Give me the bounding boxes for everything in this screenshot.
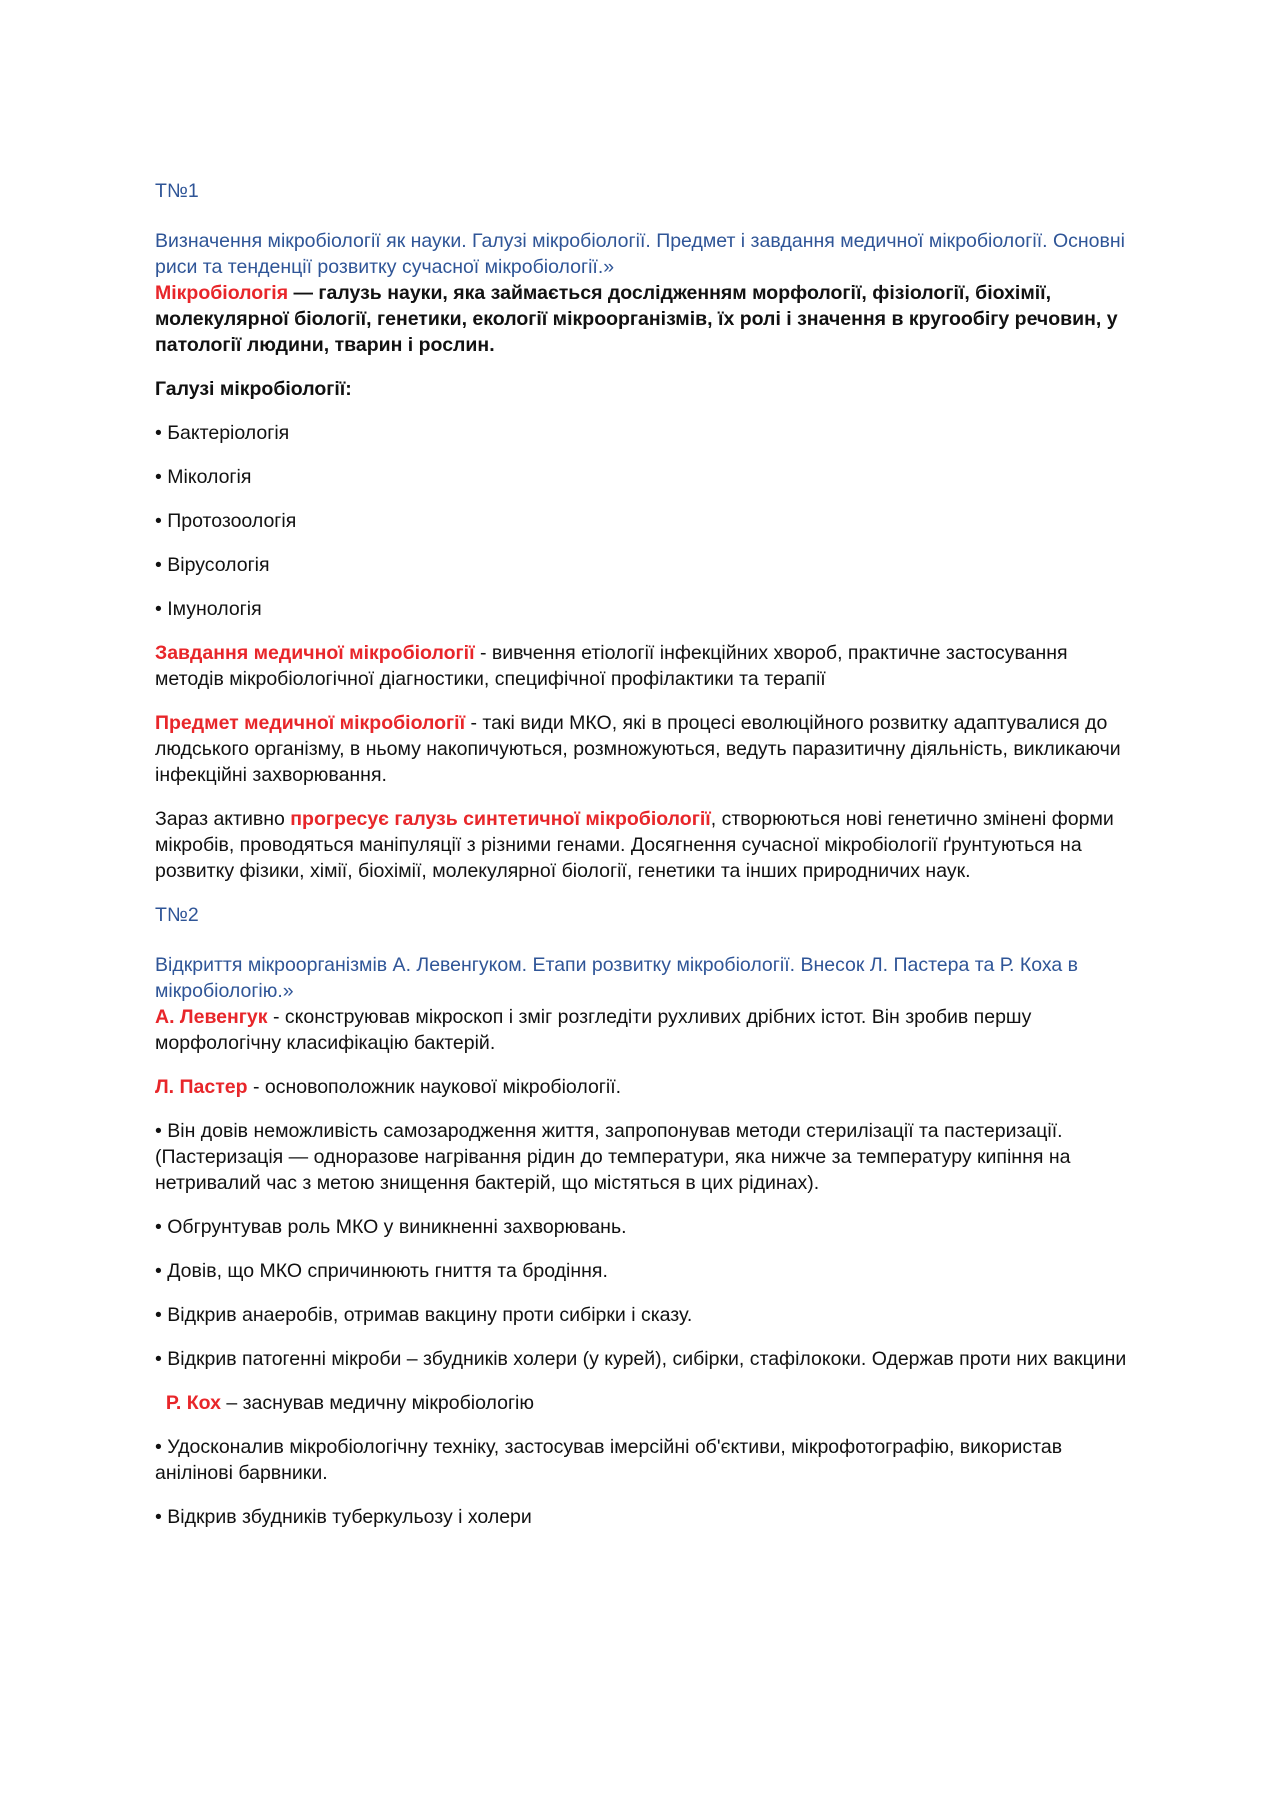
- microbiology-definition-text: — галузь науки, яка займається дослідженням морфології, фізіології, біохімії, молекулярної біології, генетики, екології мікроорганізмів, їх ролі і значення в кругообігу речовин, у патології людини, тварин і рослин.: [155, 282, 1118, 356]
- list-item: • Відкрив збудників туберкульозу і холери: [155, 1506, 532, 1528]
- section2-label: Т№2: [155, 904, 199, 926]
- list-item: • Вірусологія: [155, 554, 270, 576]
- list-item: • Відкрив патогенні мікроби – збудників холери (у курей), сибірки, стафілококи. Одержав проти них вакцини: [155, 1348, 1127, 1370]
- subject-text: - такі види МКО, які в процесі еволюційного розвитку адаптувалися до людського організму, в ньому накопичуються, розмножуються, ведуть паразитичну діяльність, викликаючи інфекційні захворювання.: [155, 712, 1121, 786]
- section1-title: Визначення мікробіології як науки. Галузі мікробіології. Предмет і завдання медичної мікробіології. Основні риси та тенденції розвитку сучасної мікробіології.»: [155, 230, 1125, 278]
- progress-term: прогресує галузь синтетичної мікробіології: [290, 808, 711, 830]
- branches-heading: Галузі мікробіології:: [155, 378, 352, 400]
- koch-text: – заснував медичну мікробіологію: [220, 1392, 535, 1414]
- koch-term: Р. Кох: [165, 1392, 221, 1414]
- progress-pre: Зараз активно: [155, 808, 291, 830]
- leeuwenhoek-text: - сконструював мікроскоп і зміг розгледіти рухливих дрібних істот. Він зробив першу морфологічну класифікацію бактерій.: [155, 1006, 1032, 1054]
- list-item: • Довів, що МКО спричинюють гниття та бродіння.: [155, 1260, 608, 1282]
- section2-title: Відкриття мікроорганізмів А. Левенгуком. Етапи розвитку мікробіології. Внесок Л. Пастера та Р. Коха в мікробіологію.»: [155, 954, 1079, 1002]
- pasteur-text: - основоположник наукової мікробіології.: [247, 1076, 622, 1098]
- list-item: • Імунологія: [155, 598, 262, 620]
- pasteur-term: Л. Пастер: [155, 1076, 248, 1098]
- list-item: • Обгрунтував роль МКО у виникненні захворювань.: [155, 1216, 627, 1238]
- list-item: • Він довів неможливість самозародження життя, запропонував методи стерилізації та пастеризації. (Пастеризація — одноразове нагрівання рідин до температури, яка нижче за температуру кипіння на нетривалий час з метою знищення бактерій, що містяться в цих рідинах).: [155, 1120, 1071, 1194]
- tasks-paragraph: [155, 640, 1135, 692]
- list-item: • Удосконалив мікробіологічну техніку, застосував імерсійні об'єктиви, мікрофотографію, використав анілінові барвники.: [155, 1436, 1063, 1484]
- subject-paragraph: [155, 710, 1135, 788]
- leeuwenhoek-term: А. Левенгук: [155, 1006, 268, 1028]
- tasks-text: - вивчення етіології інфекційних хвороб, практичне застосування методів мікробіологічної діагностики, специфічної профілактики та терапії: [155, 642, 1068, 690]
- microbiology-term: Мікробіологія: [155, 282, 289, 304]
- section1-label: Т№1: [155, 180, 199, 202]
- koch-paragraph: [155, 1390, 1135, 1416]
- microbiology-definition: [155, 280, 1135, 358]
- leeuwenhoek-paragraph: [155, 1004, 1135, 1056]
- tasks-term: Завдання медичної мікробіології: [155, 642, 475, 664]
- list-item: • Бактеріологія: [155, 422, 290, 444]
- pasteur-paragraph: [155, 1074, 1135, 1100]
- koch-pre: [155, 1392, 166, 1414]
- progress-text: , створюються нові генетично змінені форми мікробів, проводяться маніпуляції з різними генами. Досягнення сучасної мікробіології ґрунтуються на розвитку фізики, хімії, біохімії, молекулярної біології, генетики та інших природничих наук.: [155, 808, 1114, 882]
- list-item: • Протозоологія: [155, 510, 297, 532]
- document-page: [155, 178, 1135, 1548]
- list-item: • Відкрив анаеробів, отримав вакцину проти сибірки і сказу.: [155, 1304, 693, 1326]
- progress-paragraph: [155, 806, 1135, 884]
- list-item: • Мікологія: [155, 466, 252, 488]
- subject-term: Предмет медичної мікробіології: [155, 712, 466, 734]
